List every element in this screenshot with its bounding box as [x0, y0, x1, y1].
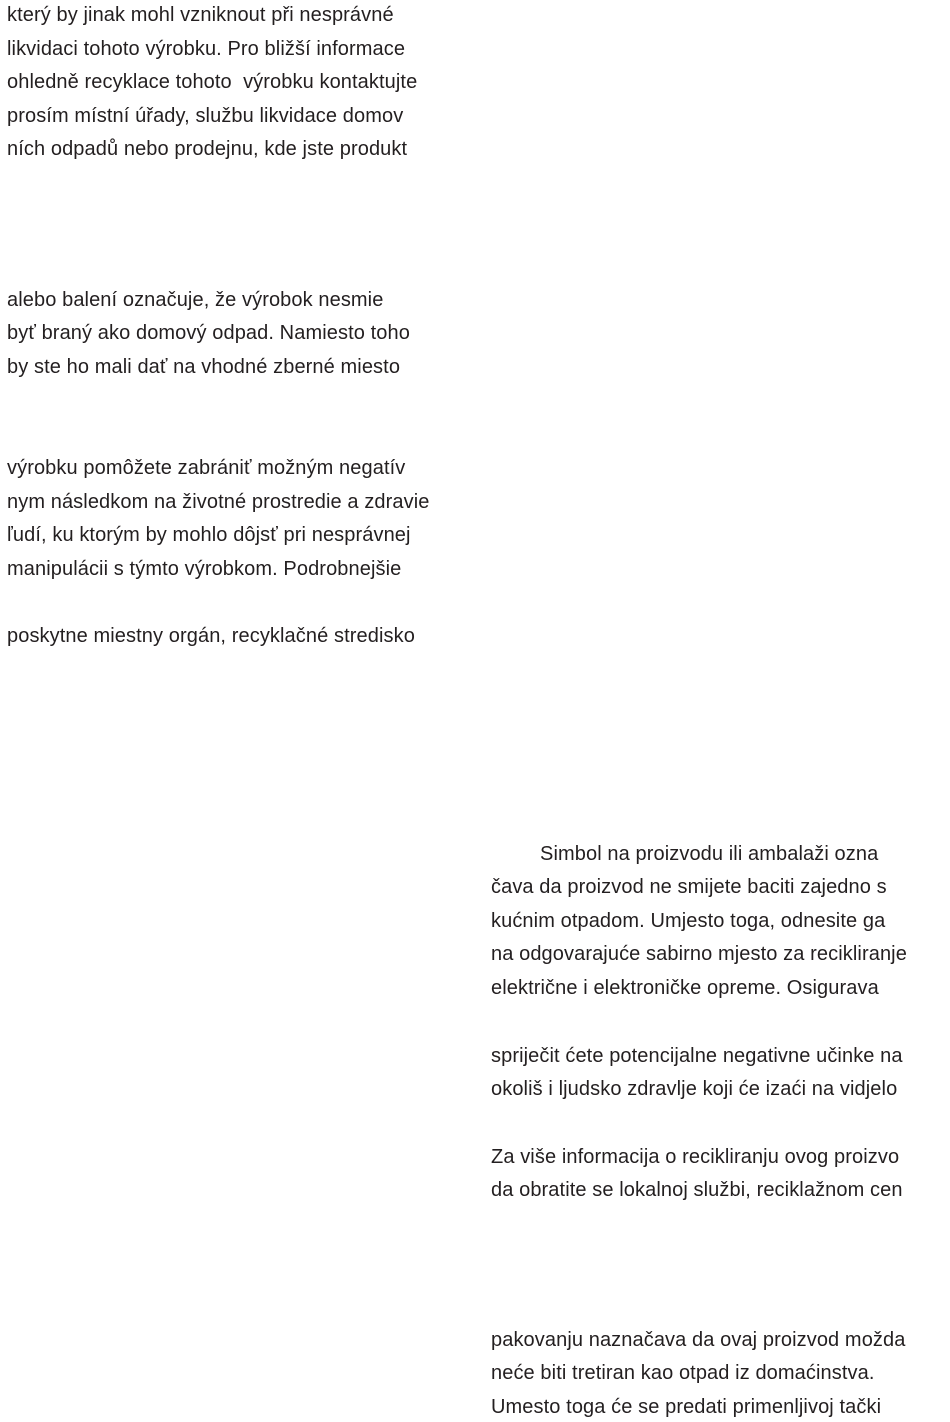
text-line: kućnim otpadom. Umjesto toga, odnesite ga	[491, 910, 886, 932]
text-line: električne i elektroničke opreme. Osigurava	[491, 977, 879, 999]
text-line: čava da proizvod ne smijete baciti zajedno s	[491, 876, 887, 898]
text-line: okoliš i ljudsko zdravlje koji će izaći na vidjelo	[491, 1078, 898, 1100]
text-line: Simbol na proizvodu ili ambalaži ozna	[540, 843, 879, 865]
text-line: pakovanju naznačava da ovaj proizvod možda	[491, 1329, 906, 1351]
text-line: poskytne miestny orgán, recyklačné stredisko	[7, 625, 415, 647]
text-line: neće biti tretiran kao otpad iz domaćinstva.	[491, 1362, 875, 1384]
text-line: výrobku pomôžete zabrániť možným negatív	[7, 457, 406, 479]
text-line: alebo balení označuje, že výrobok nesmie	[7, 289, 384, 311]
text-line: likvidaci tohoto výrobku. Pro bližší informace	[7, 38, 406, 60]
text-line: Umesto toga će se predati primenljivoj tački	[491, 1396, 882, 1418]
text-line: který by jinak mohl vzniknout při nesprávné	[7, 4, 394, 26]
text-line: Za više informacija o recikliranju ovog proizvo	[491, 1146, 900, 1168]
text-line: ních odpadů nebo prodejnu, kde jste produkt	[7, 138, 408, 160]
text-line: by ste ho mali dať na vhodné zberné miesto	[7, 356, 401, 378]
text-line: byť braný ako domový odpad. Namiesto toho	[7, 322, 410, 344]
text-line: na odgovarajuće sabirno mjesto za recikliranje	[491, 943, 907, 965]
text-line: prosím místní úřady, službu likvidace domov	[7, 105, 404, 127]
text-line: spriječit ćete potencijalne negativne učinke na	[491, 1045, 903, 1067]
text-line: ohledně recyklace tohoto výrobku kontaktujte	[7, 71, 418, 93]
text-line: da obratite se lokalnoj službi, reciklažnom cen	[491, 1179, 903, 1201]
text-line: ľudí, ku ktorým by mohlo dôjsť pri nesprávnej	[7, 524, 411, 546]
text-line: nym následkom na životné prostredie a zdravie	[7, 491, 430, 513]
text-line: manipulácii s týmto výrobkom. Podrobnejšie	[7, 558, 402, 580]
